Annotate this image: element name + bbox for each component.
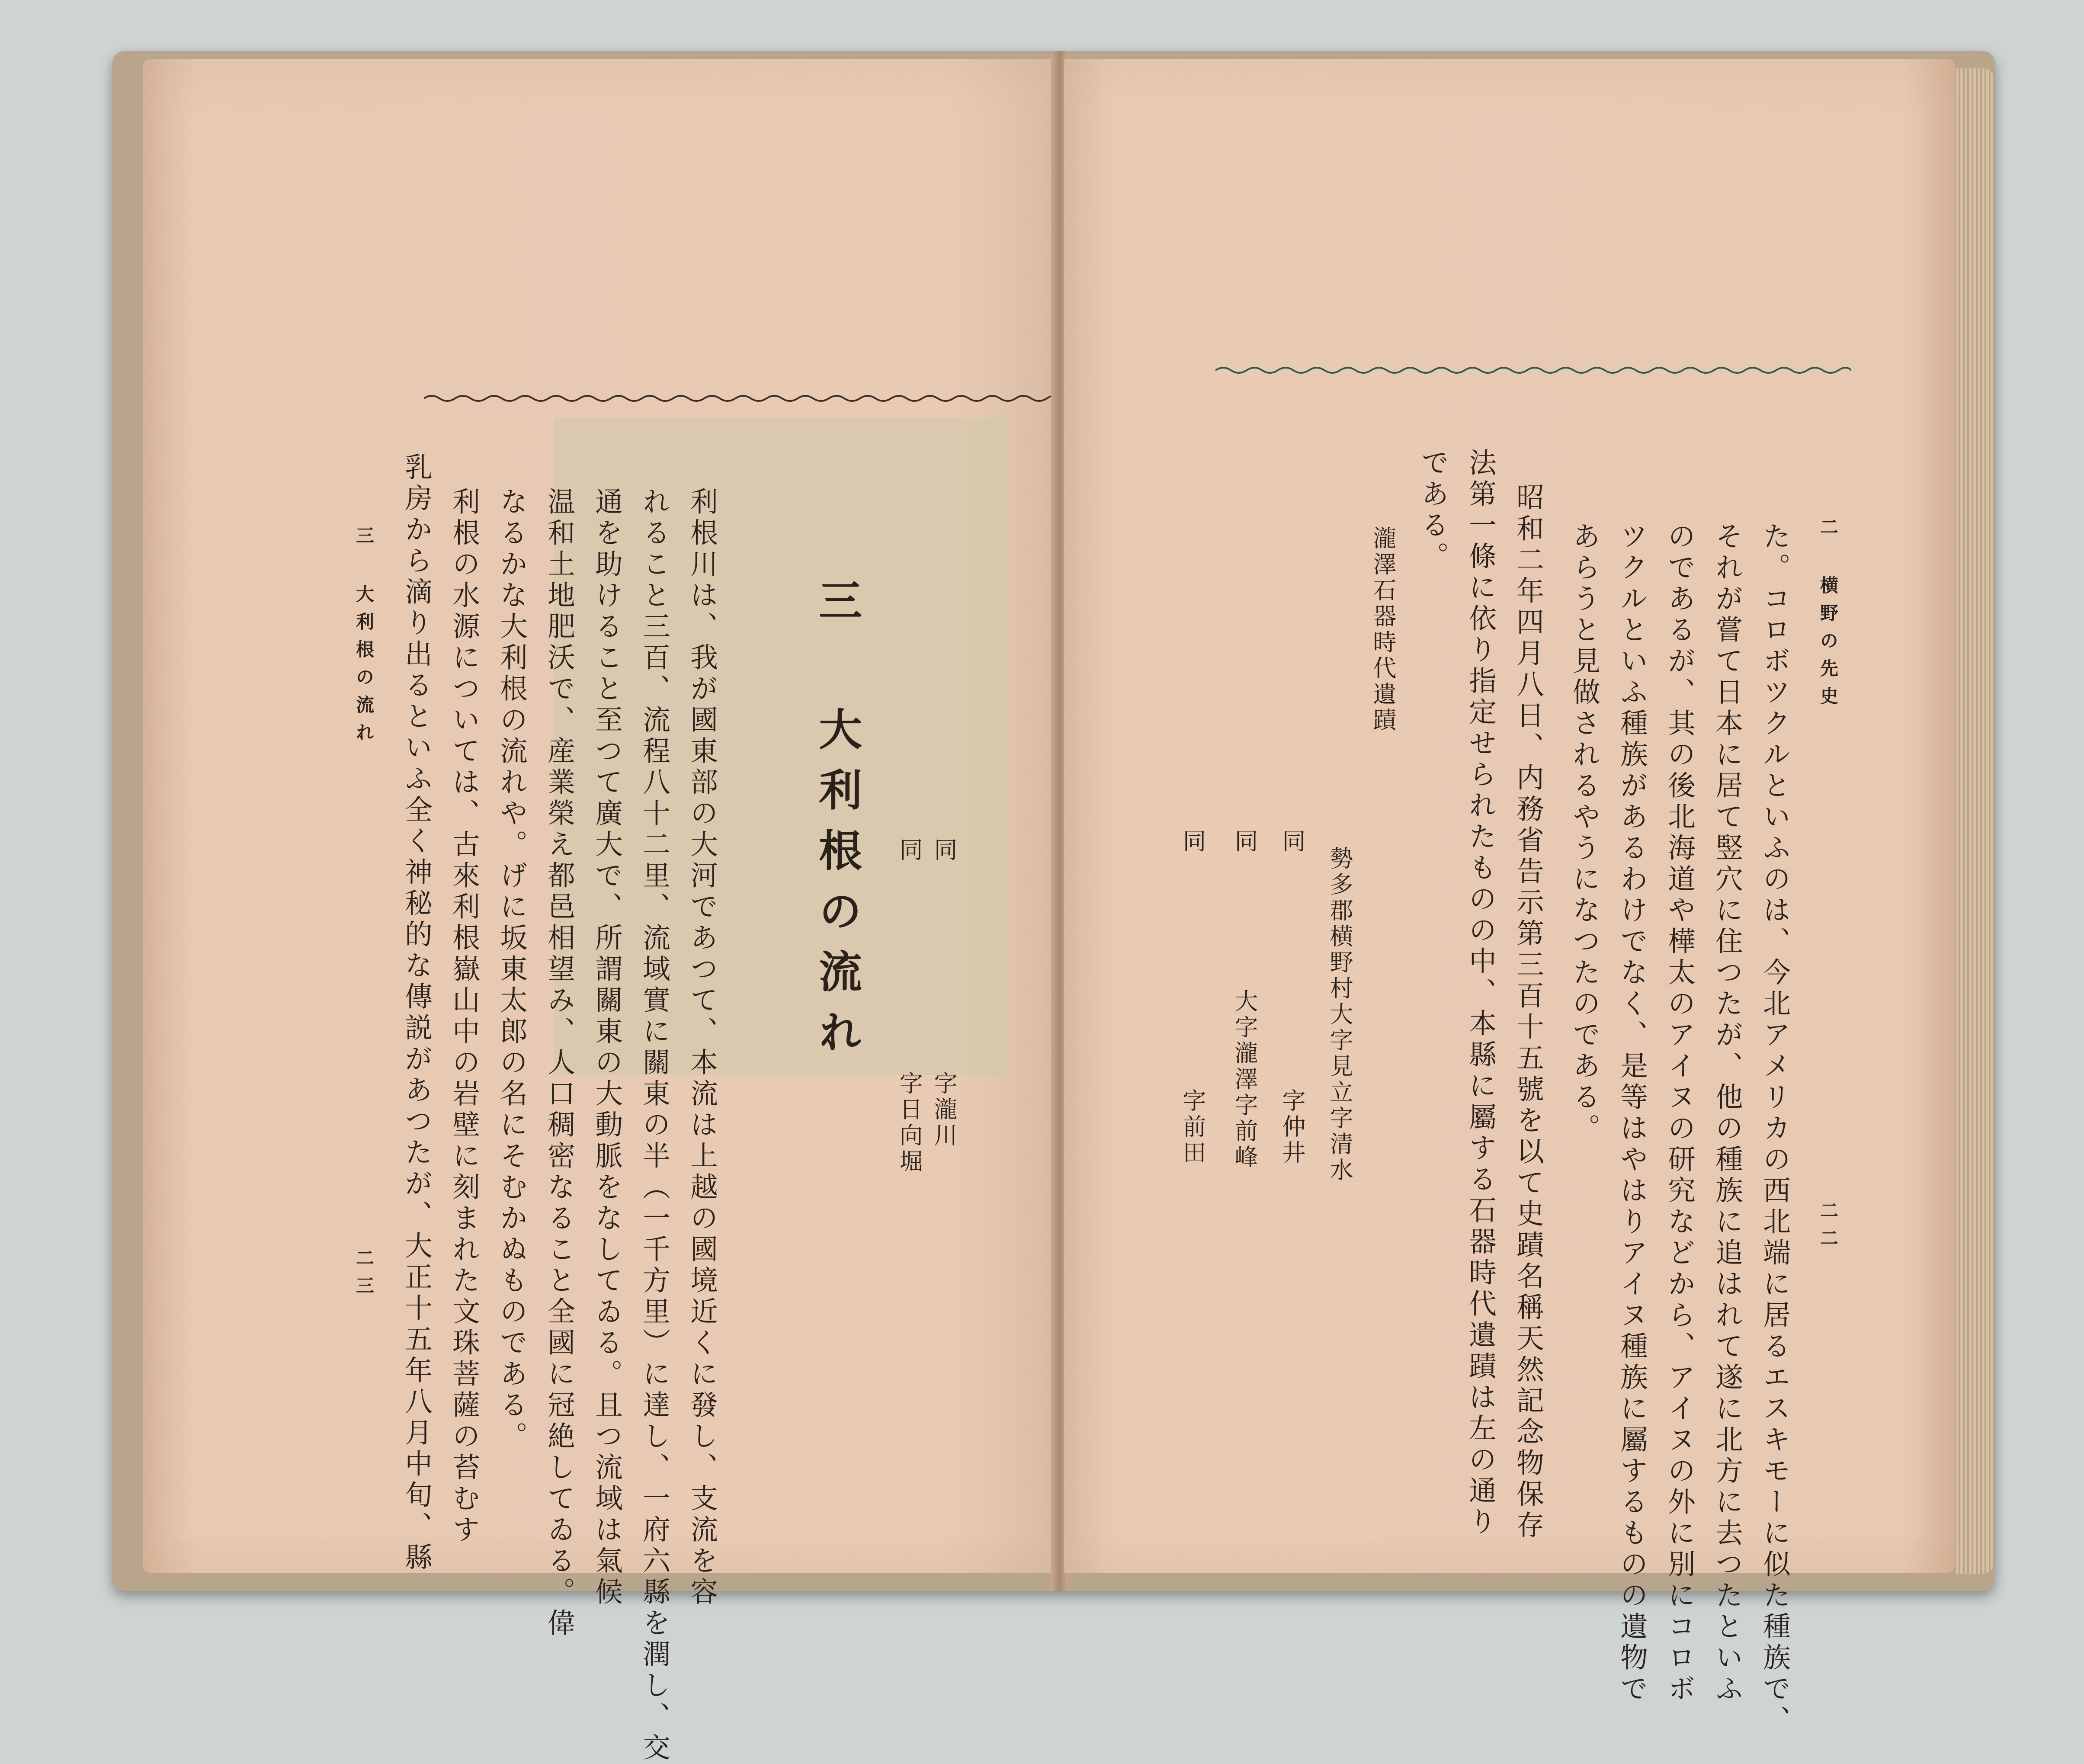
right-page-number: 二二 [1818, 1201, 1839, 1256]
body-line: 利根川は、我が國東部の大河であつて、本流は上越の國境近くに發し、支流を容 [686, 487, 718, 1608]
body-line: 通を助けること至つて廣大で、所謂關東の大動脈をなしてゐる。且つ流域は氣候 [590, 487, 622, 1608]
site-entry-place-3: 大字瀧澤字前峰 [1231, 989, 1258, 1171]
body-line: 温和土地肥沃で、産業榮え都邑相望み、人口稠密なること全國に冠絶してゐる。偉 [543, 487, 575, 1639]
left-page-number: 二三 [353, 1248, 375, 1304]
left-page [143, 59, 1055, 1764]
list-continuation-place-1: 字瀧川 [930, 1071, 958, 1149]
site-entry-place-4: 字前田 [1179, 1088, 1206, 1166]
right-wavy-rule [1215, 364, 1851, 377]
right-page [1064, 59, 1955, 1736]
left-wavy-rule [424, 392, 1060, 405]
body-line: なるかな大利根の流れや。げに坂東太郎の名にそむかぬものである。 [495, 487, 527, 1453]
open-book [112, 51, 1995, 1764]
body-line: のであるが、其の後北海道や樺太のアイヌの研究などから、アイヌの外に別にコロボ [1663, 522, 1695, 1705]
list-continuation-label-2: 同 [896, 837, 923, 863]
body-line: である。 [1417, 448, 1449, 573]
body-line: あらうと見做されるやうになつたのである。 [1568, 522, 1600, 1145]
body-line: た。コロボツクルといふのは、今北アメリカの西北端に居るエスキモーに似た種族で、 [1758, 522, 1790, 1736]
body-line: 乳房から滴り出るといふ全く神秘的な傳説があつたが、大正十五年八月中旬、縣 [400, 452, 432, 1574]
list-continuation-label-1: 同 [930, 837, 958, 863]
body-line: それが嘗て日本に居て竪穴に住つたが、他の種族に追はれて遂に北方に去つたといふ [1711, 522, 1743, 1705]
list-continuation-place-2: 字日向堀 [896, 1071, 923, 1175]
site-entry-place-2: 字仲井 [1279, 1088, 1306, 1166]
body-line: ツクルといふ種族があるわけでなく、是等はやはりアイヌ種族に屬するものの遺物で [1616, 522, 1648, 1705]
left-running-header: 三 大利根の流れ [353, 526, 375, 751]
site-entry-label-3: 同 [1231, 829, 1258, 855]
body-line: 昭和二年四月八日、内務省告示第三百十五號を以て史蹟名稱天然記念物保存 [1512, 483, 1544, 1542]
body-line: 利根の水源については、古來利根嶽山中の岩壁に刻まれた文珠菩薩の苔むす [448, 487, 480, 1546]
chapter-title: 三 大利根の流れ [811, 578, 862, 1070]
site-list-title: 瀧澤石器時代遺蹟 [1369, 526, 1397, 734]
site-entry-place-1: 勢多郡横野村大字見立字清水 [1326, 846, 1353, 1183]
body-line: れること三百、流程八十二里、流域實に關東の半（一千方里）に達し、一府六縣を潤し、交 [638, 487, 670, 1764]
site-entry-label-2: 同 [1279, 829, 1306, 855]
body-line: 法第一條に依り指定せられたものの中、本縣に屬する石器時代遺蹟は左の通り [1464, 448, 1496, 1538]
site-entry-label-4: 同 [1179, 829, 1206, 855]
right-running-header: 二 横野の先史 [1818, 517, 1839, 714]
page-edges [1956, 68, 1995, 1574]
